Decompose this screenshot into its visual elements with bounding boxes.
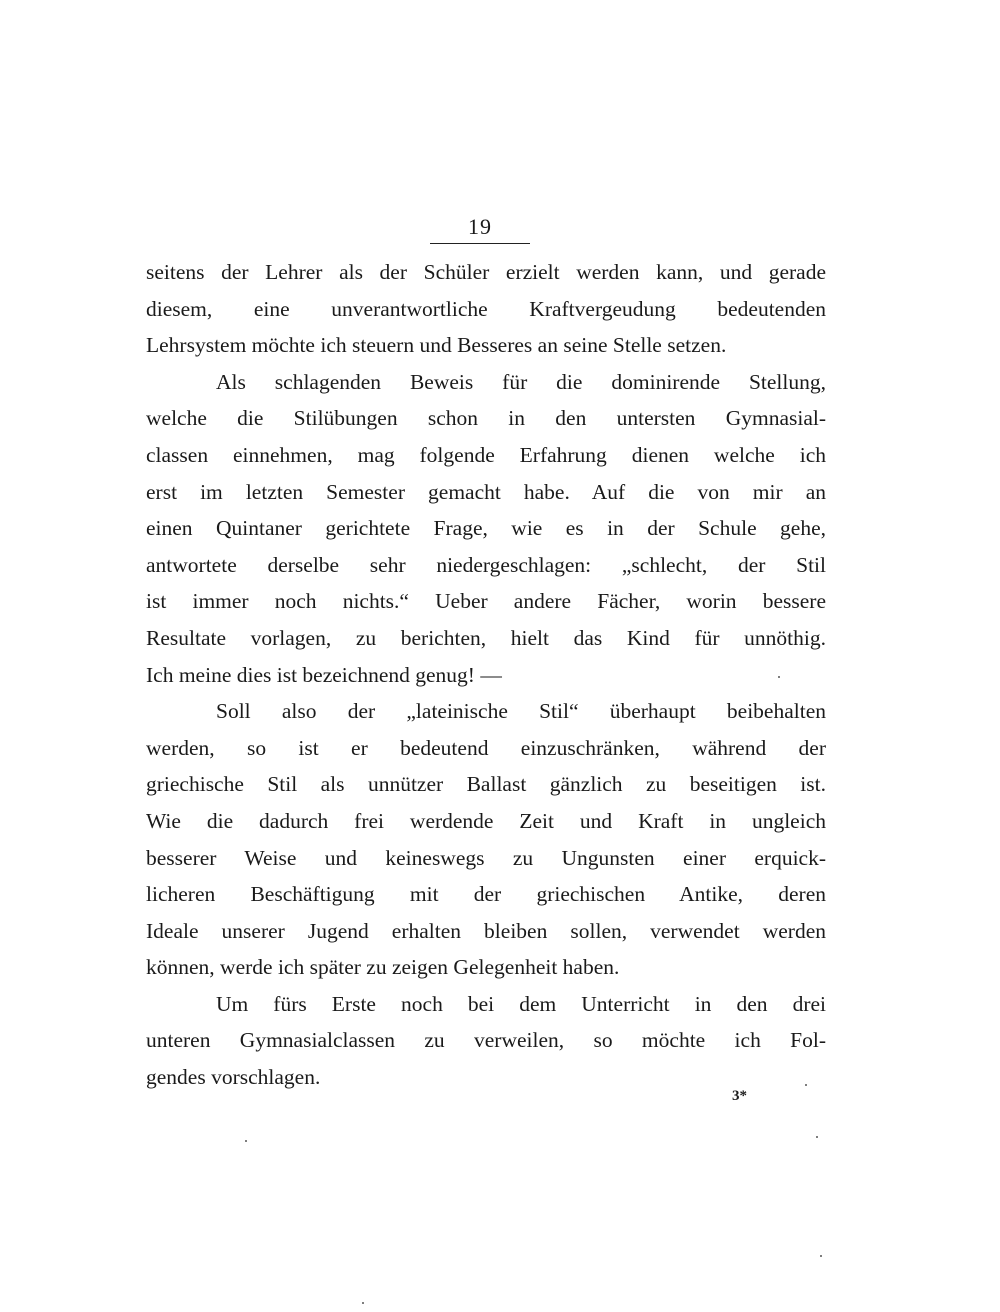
scan-speck (778, 676, 780, 678)
text-line: griechische Stil als unnützer Ballast gänzlich zu beseitigen ist. (146, 772, 826, 797)
text-line: Ich meine dies ist bezeichnend genug! — (146, 662, 502, 687)
scan-speck (820, 1255, 822, 1257)
paragraph (146, 254, 826, 364)
text-line: einen Quintaner gerichtete Frage, wie es in der Schule gehe, (146, 516, 826, 541)
scan-speck (245, 1140, 247, 1142)
scan-speck (816, 1136, 818, 1138)
text-line: Als schlagenden Beweis für die dominirende Stellung, (216, 369, 826, 394)
text-line: gendes vorschlagen. (146, 1065, 321, 1090)
text-line: Resultate vorlagen, zu berichten, hielt das Kind für unnöthig. (146, 625, 826, 650)
text-line: seitens der Lehrer als der Schüler erzielt werden kann, und gerade (146, 260, 826, 284)
text-line: Um fürs Erste noch bei dem Unterricht in den drei (216, 991, 826, 1016)
page-number: 19 (468, 214, 492, 239)
text-line: classen einnehmen, mag folgende Erfahrung dienen welche ich (146, 442, 826, 467)
body-text (146, 254, 826, 1096)
text-line: antwortete derselbe sehr niedergeschlagen: „schlecht, der Stil (146, 552, 826, 577)
paragraph (146, 364, 826, 693)
text-line: werden, so ist er bedeutend einzuschränken, während der (146, 735, 826, 760)
text-line: diesem, eine unverantwortliche Kraftvergeudung bedeutenden (146, 296, 826, 321)
scan-speck (362, 1302, 364, 1304)
paragraph (146, 986, 826, 1096)
paragraph (146, 693, 826, 986)
text-line: ist immer noch nichts.“ Ueber andere Fächer, worin bessere (146, 589, 826, 614)
text-line: können, werde ich später zu zeigen Gelegenheit haben. (146, 955, 620, 980)
text-line: erst im letzten Semester gemacht habe. Auf die von mir an (146, 479, 826, 504)
header-rule (430, 243, 530, 244)
text-line: licheren Beschäftigung mit der griechischen Antike, deren (146, 882, 826, 907)
text-line: Lehrsystem möchte ich steuern und Besseres an seine Stelle setzen. (146, 333, 727, 358)
signature-mark: 3* (732, 1088, 747, 1104)
text-line: Ideale unserer Jugend erhalten bleiben sollen, verwendet werden (146, 918, 826, 943)
text-line: Wie die dadurch frei werdende Zeit und Kraft in ungleich (146, 808, 826, 833)
scan-speck (805, 1084, 807, 1086)
text-line: besserer Weise und keineswegs zu Ungunsten einer erquick- (146, 845, 826, 870)
text-line: Soll also der „lateinische Stil“ überhaupt beibehalten (216, 699, 826, 724)
text-line: unteren Gymnasialclassen zu verweilen, so möchte ich Fol- (146, 1028, 826, 1053)
text-line: welche die Stilübungen schon in den untersten Gymnasial- (146, 406, 826, 431)
